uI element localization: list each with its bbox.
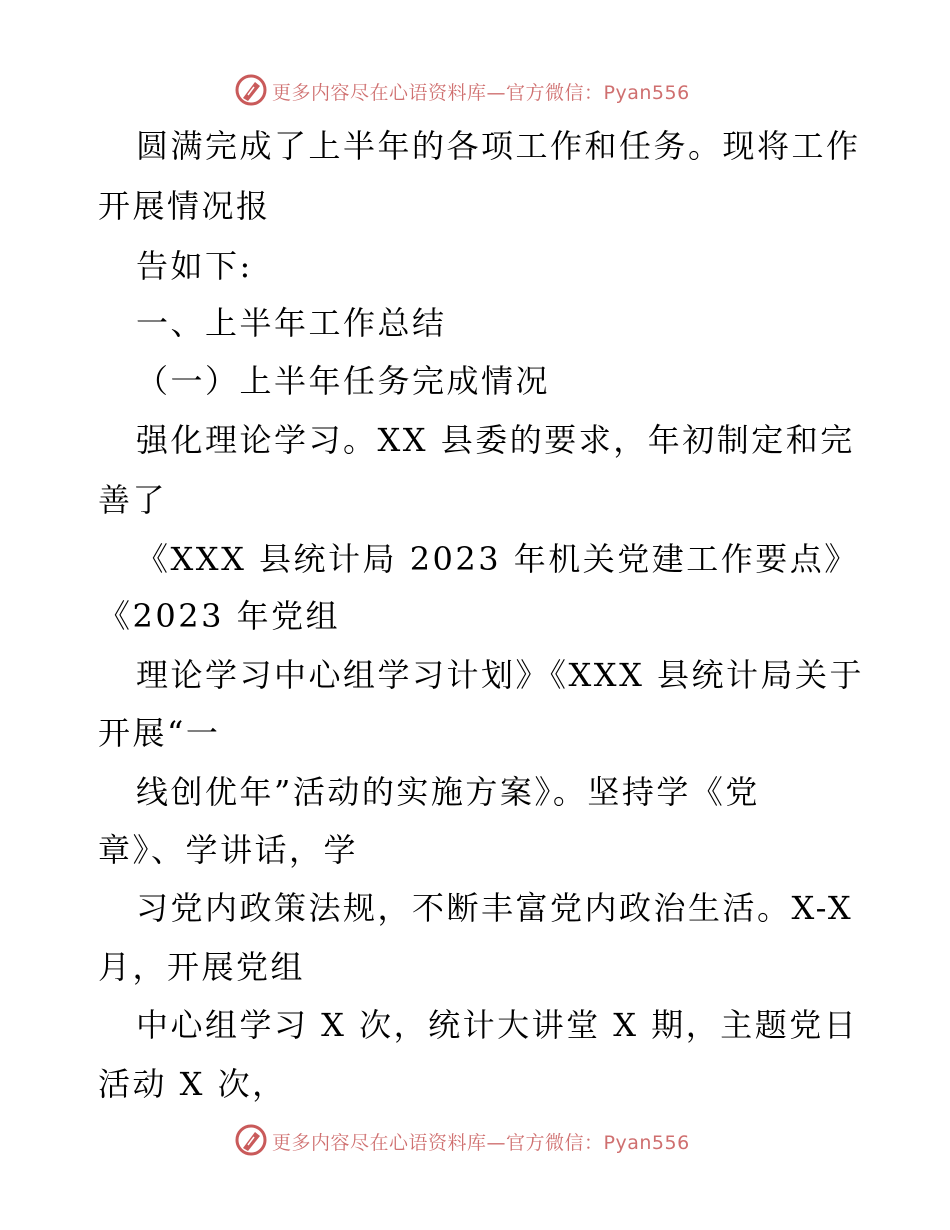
text-line: 中心组学习 X 次，统计大讲堂 X 期，主题党日: [136, 1006, 859, 1044]
text-line: 开展情况报: [98, 187, 271, 225]
header-watermark-banner: [0, 70, 950, 110]
section-heading: 一、上半年工作总结: [136, 304, 447, 342]
text-line: 圆满完成了上半年的各项工作和任务。现将工作: [136, 127, 861, 165]
footer-watermark-banner: [0, 1120, 950, 1160]
watermark-text: 更多内容尽在心语资料库—官方微信：Pyan556: [272, 1132, 690, 1154]
subsection-heading: （一）上半年任务完成情况: [136, 362, 551, 400]
watermark-text: 更多内容尽在心语资料库—官方微信：Pyan556: [272, 82, 690, 104]
text-line: 理论学习中心组学习计划》《XXX 县统计局关于: [136, 656, 865, 694]
text-line: 告如下:: [136, 247, 253, 285]
pen-nib-logo-icon: [234, 73, 268, 107]
text-line: 活动 X 次，: [98, 1065, 287, 1103]
text-line: 善了: [98, 481, 168, 519]
text-line: 开展“一: [98, 714, 221, 752]
text-line: 线创优年”活动的实施方案》。坚持学《党: [136, 773, 760, 811]
text-line: 《XXX 县统计局 2023 年机关党建工作要点》: [136, 540, 859, 578]
text-line: 《2023 年党组: [98, 597, 341, 635]
text-line: 月，开展党组: [98, 948, 306, 986]
text-line: 强化理论学习。XX 县委的要求，年初制定和完: [136, 421, 855, 459]
pen-nib-logo-icon: [234, 1123, 268, 1157]
text-line: 习党内政策法规，不断丰富党内政治生活。X-X: [136, 889, 854, 927]
text-line: 章》、学讲话，学: [98, 831, 359, 869]
